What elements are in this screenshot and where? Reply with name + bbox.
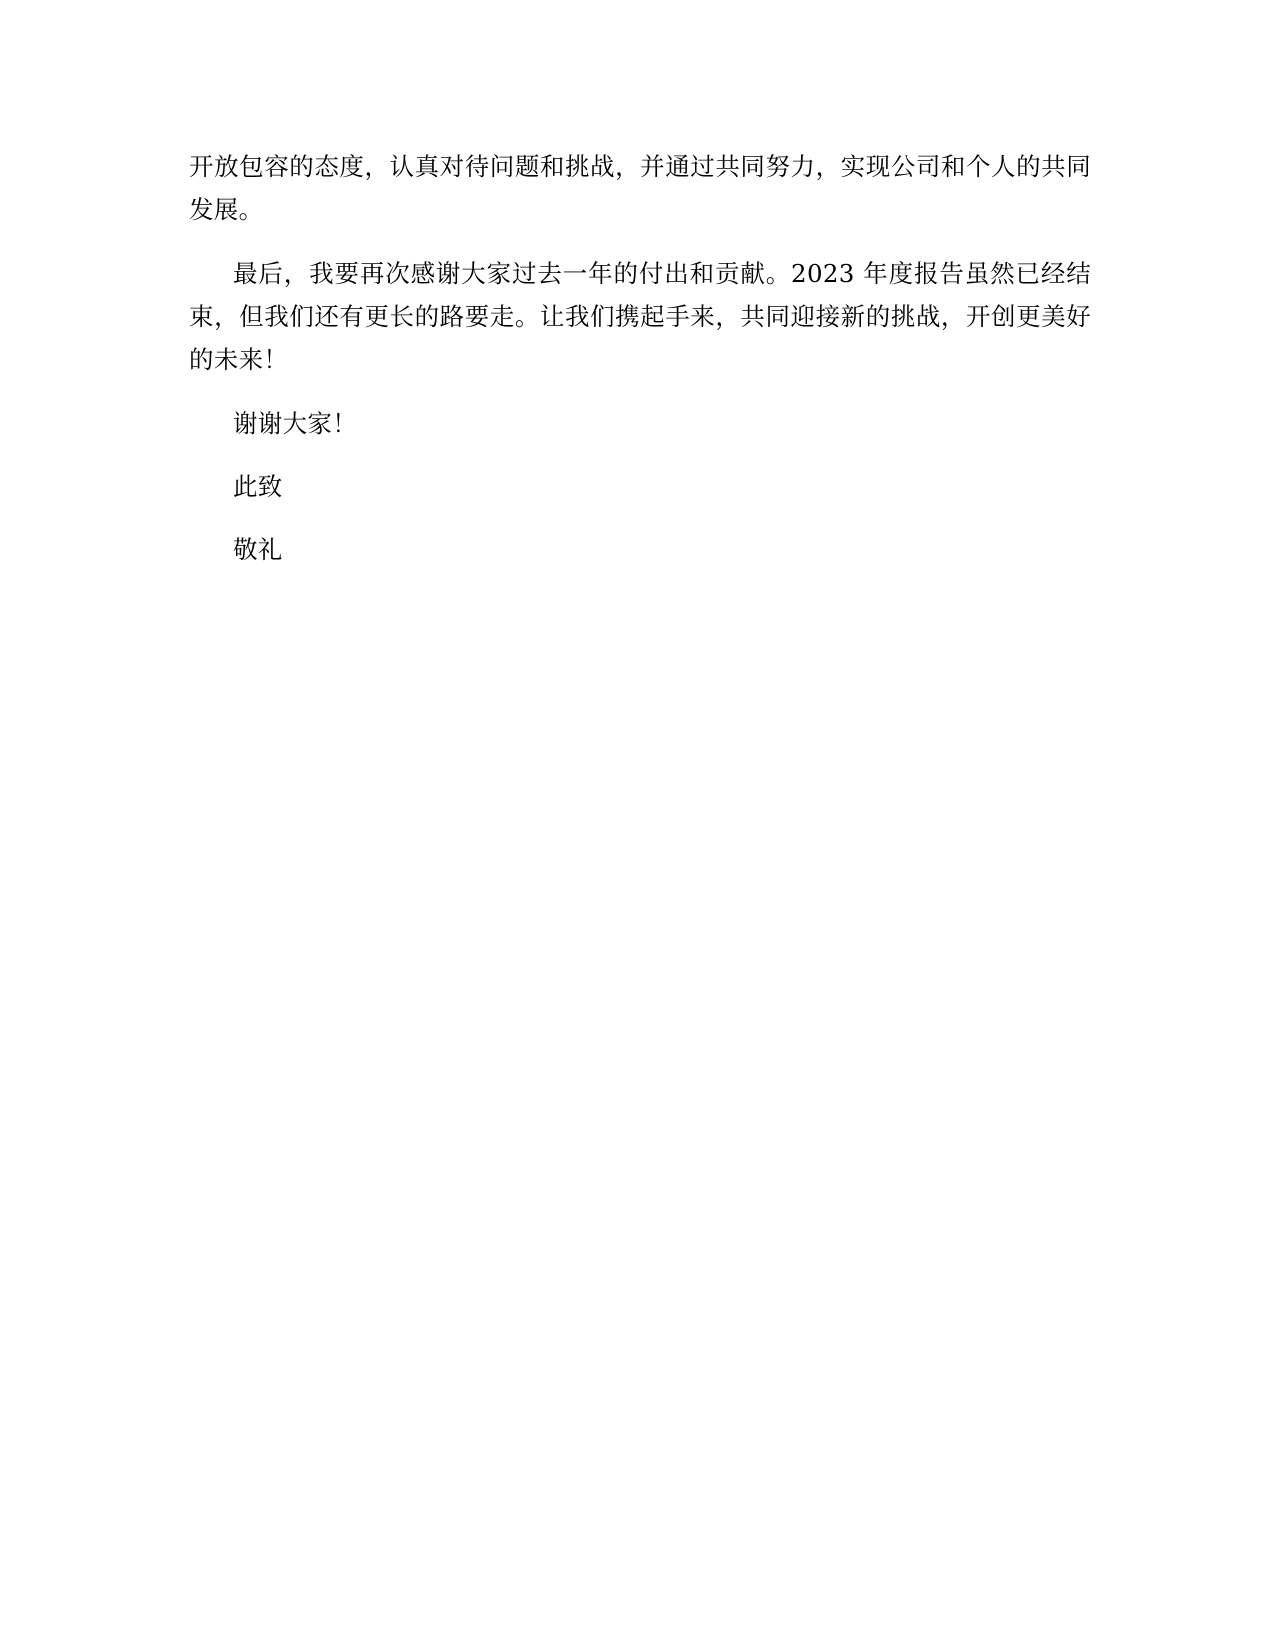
paragraph-regards: 敬礼 <box>233 535 283 564</box>
document-body <box>189 145 1091 591</box>
paragraph-salutation: 此致 <box>233 472 283 501</box>
paragraph-thanks-everyone: 谢谢大家！ <box>233 409 357 438</box>
paragraph-continued: 开放包容的态度，认真对待问题和挑战，并通过共同努力，实现公司和个人的共同发展。 <box>189 152 1091 224</box>
paragraph-closing-thanks: 最后，我要再次感谢大家过去一年的付出和贡献。2023 年度报告虽然已经结束，但我们还有更长的路要走。让我们携起手来，共同迎接新的挑战，开创更美好的未来！ <box>189 259 1091 374</box>
